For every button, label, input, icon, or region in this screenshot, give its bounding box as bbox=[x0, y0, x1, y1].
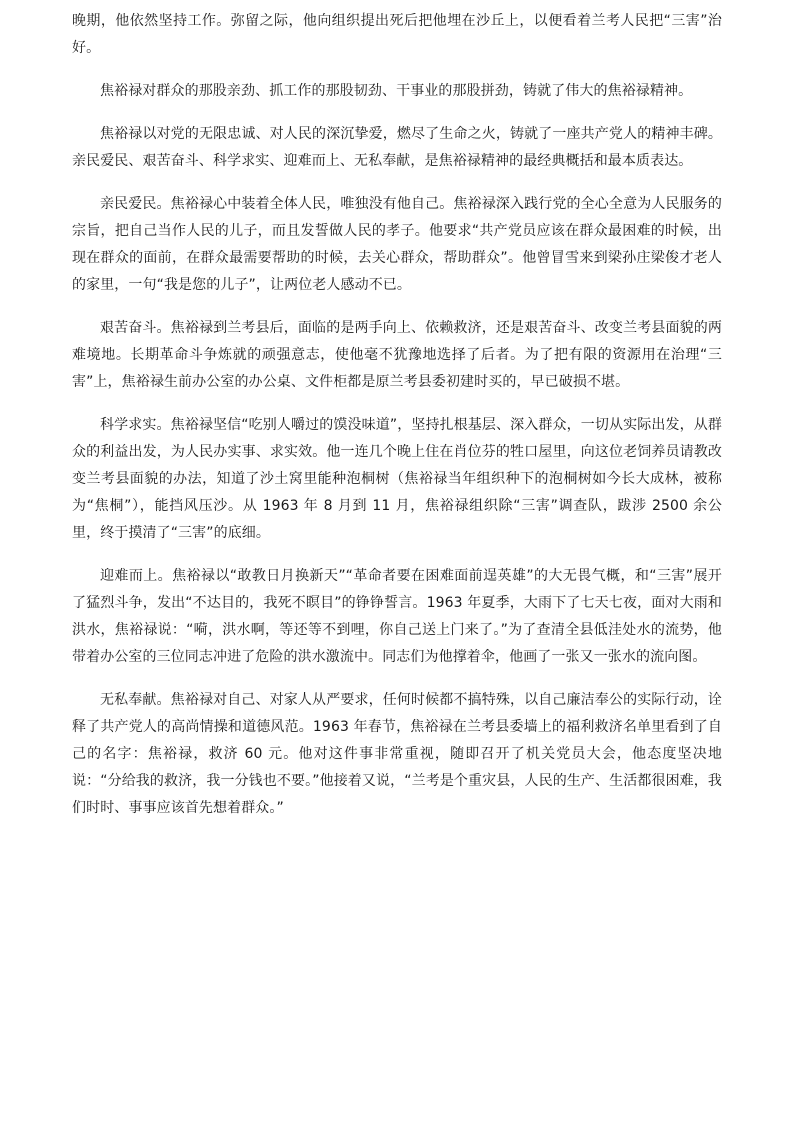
paragraph-scientific: 科学求实。焦裕禄坚信“吃别人嚼过的馍没味道”，坚持扎根基层、深入群众，一切从实际出发，从群众的利益出发，为人民办实事、求实效。他一连几个晚上住在肖位芬的牲口屋里，向这位老饲养员请教改变兰考县面貌的办法，知道了沙土窝里能种泡桐树（焦裕禄当年组织种下的泡桐树如今长大成林，被称为“焦桐”），能挡风压沙。从 1963 年 8 月到 11 月，焦裕禄组织除“三害”调查队，跋涉 2500 余公里，终于摸清了“三害”的底细。 bbox=[72, 417, 722, 541]
paragraph-hard-work: 艰苦奋斗。焦裕禄到兰考县后，面临的是两手向上、依赖救济，还是艰苦奋斗、改变兰考县面貌的两难境地。长期革命斗争炼就的顽强意志，使他毫不犹豫地选择了后者。为了把有限的资源用在治理“三害”上，焦裕禄生前办公室的办公桌、文件柜都是原兰考县委初建时买的，早已破损不堪。 bbox=[72, 320, 722, 390]
paragraph-continuation: 晚期，他依然坚持工作。弥留之际，他向组织提出死后把他埋在沙丘上，以便看着兰考人民把“三害”治好。 bbox=[72, 13, 722, 56]
paragraph-face-difficulty: 迎难而上。焦裕禄以“敢教日月换新天”“革命者要在困难面前逞英雄”的大无畏气概，和“三害”展开了猛烈斗争，发出“不达目的，我死不瞑目”的铮铮誓言。1963 年夏季，大雨下了七天七夜，面对大雨和洪水，焦裕禄说：“嗬，洪水啊，等还等不到哩，你自己送上门来了。”为了查清全县低洼处水的流势，他带着办公室的三位同志冲进了危险的洪水激流中。同志们为他撑着伞，他画了一张又一张水的流向图。 bbox=[72, 568, 722, 665]
document-body bbox=[72, 0, 722, 822]
paragraph-love-people: 亲民爱民。焦裕禄心中装着全体人民，唯独没有他自己。焦裕禄深入践行党的全心全意为人民服务的宗旨，把自己当作人民的儿子，而且发誓做人民的孝子。他要求“共产党员应该在群众最困难的时候，出现在群众的面前，在群众最需要帮助的时候，去关心群众，帮助群众”。他曾冒雪来到梁孙庄梁俊才老人的家里，一句“我是您的儿子”，让两位老人感动不已。 bbox=[72, 196, 722, 293]
paragraph-jiao-spirit-summary: 焦裕禄对群众的那股亲劲、抓工作的那股韧劲、干事业的那股拼劲，铸就了伟大的焦裕禄精神。 bbox=[100, 83, 693, 99]
paragraph-selfless: 无私奉献。焦裕禄对自己、对家人从严要求，任何时候都不搞特殊，以自己廉洁奉公的实际行动，诠释了共产党人的高尚情操和道德风范。1963 年春节，焦裕禄在兰考县委墙上的福利救济名单里看到了自己的名字：焦裕禄，救济 60 元。他对这件事非常重视，随即召开了机关党员大会，他态度坚决地说：“分给我的救济，我一分钱也不要。”他接着又说，“兰考是个重灾县，人民的生产、生活都很困难，我们时时、事事应该首先想着群众。” bbox=[72, 692, 722, 816]
paragraph-spirit-definition: 焦裕禄以对党的无限忠诚、对人民的深沉挚爱，燃尽了生命之火，铸就了一座共产党人的精神丰碑。亲民爱民、艰苦奋斗、科学求实、迎难而上、无私奉献，是焦裕禄精神的最经典概括和最本质表达。 bbox=[72, 126, 722, 169]
